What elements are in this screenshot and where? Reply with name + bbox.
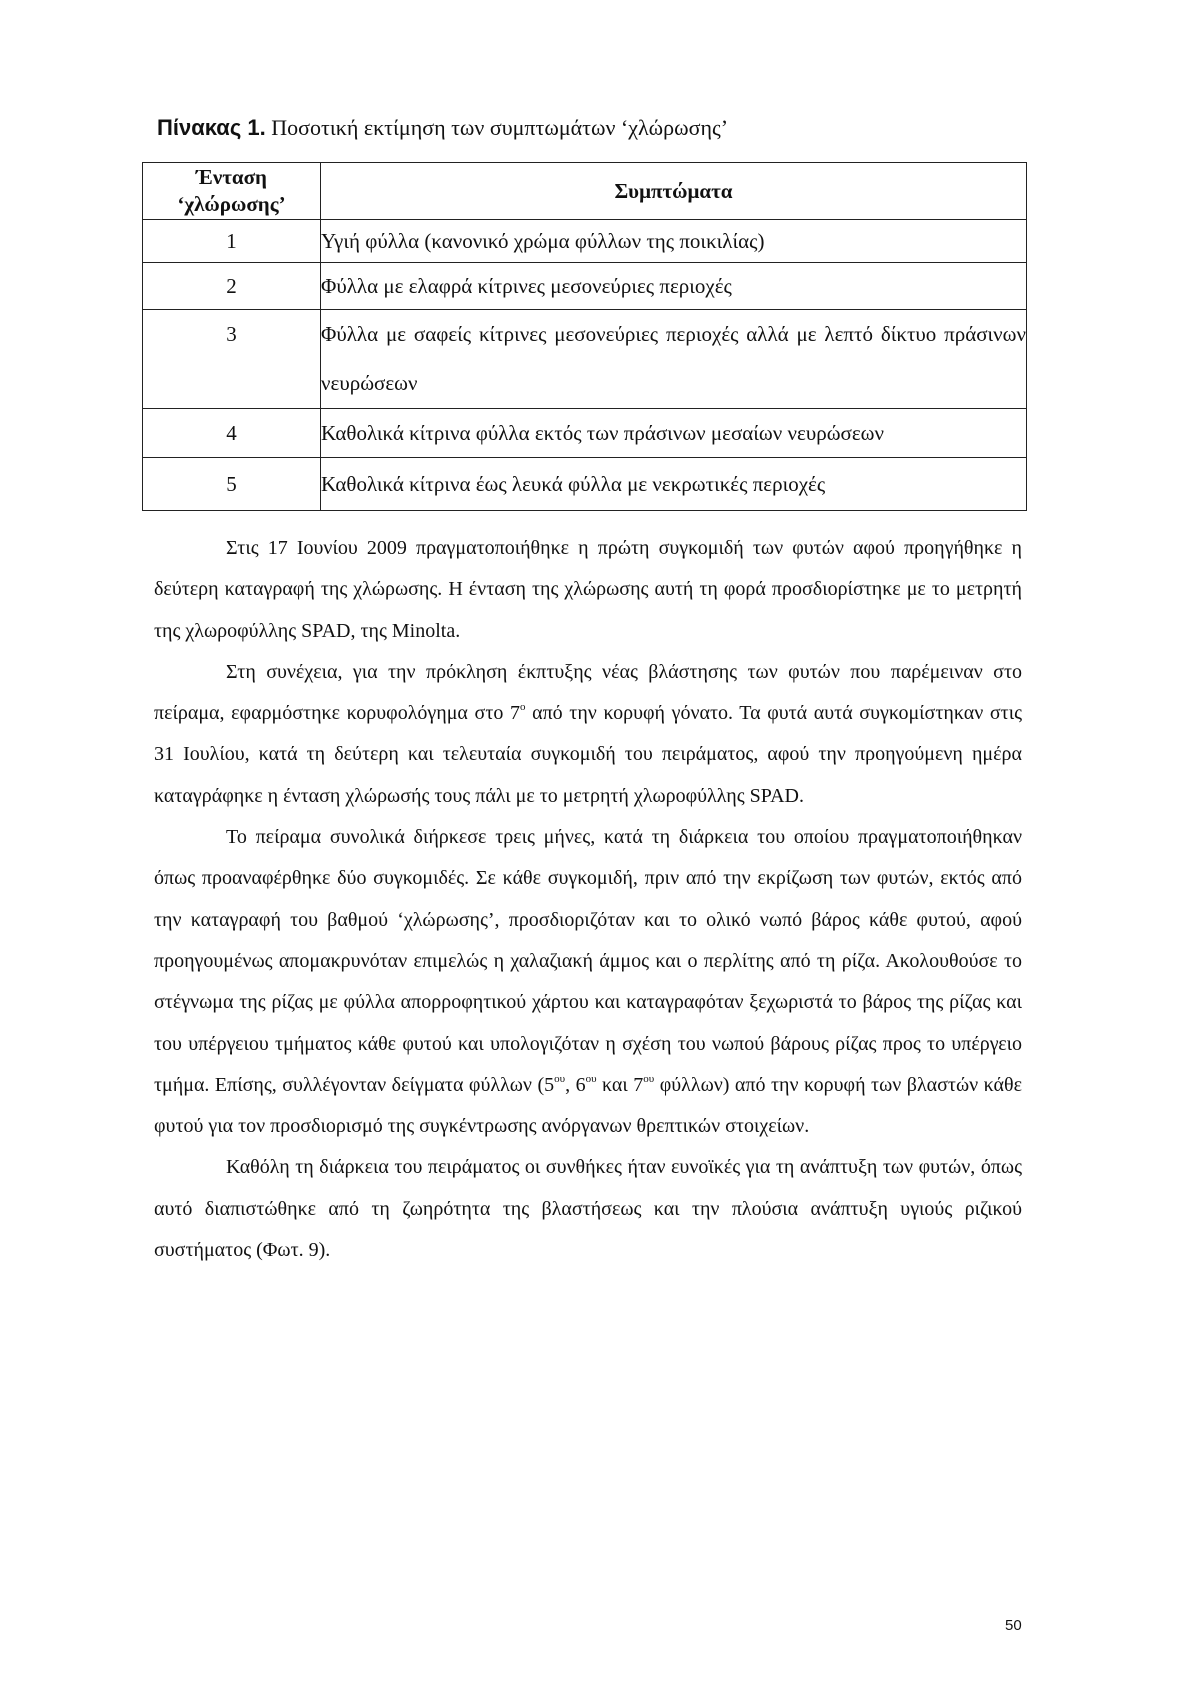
header-intensity	[143, 163, 321, 220]
level-cell: 5	[143, 458, 321, 511]
header-intensity-line1: Ένταση	[196, 165, 267, 189]
paragraph-harvest-one: Στις 17 Ιουνίου 2009 πραγματοποιήθηκε η πρώτη συγκομιδή των φυτών αφού προηγήθηκε η δεύτερη καταγραφή της χλώρωσης. Η ένταση της χλώρωσης αυτή τη φορά προσδιορίστηκε με το μετρητή της χλωροφύλλης SPAD, της Minolta.	[154, 537, 1022, 642]
ordinal-superscript: ου	[643, 1072, 655, 1085]
ordinal-superscript: ο	[519, 701, 526, 714]
paragraph-topping-text-a: Στη συνέχεια, για την πρόκληση έκπτυξης νέας βλάστησης των φυτών που παρέμειναν στο πείραμα, εφαρμόστηκε κορυφολόγημα στο 7	[154, 660, 1022, 725]
symptom-cell: Φύλλα με σαφείς κίτρινες μεσονεύριες περιοχές αλλά με λεπτό δίκτυο πράσινων νευρώσεων	[321, 310, 1027, 409]
body-text	[154, 528, 1022, 1271]
table-row	[143, 310, 1027, 409]
symptom-cell: Καθολικά κίτρινα φύλλα εκτός των πράσινων μεσαίων νευρώσεων	[321, 409, 1027, 458]
table-row	[143, 220, 1027, 263]
table-row	[143, 263, 1027, 310]
ordinal-superscript: ου	[585, 1072, 597, 1085]
chlorosis-symptoms-table	[142, 162, 1027, 511]
header-intensity-line2: ‘χλώρωσης’	[177, 192, 286, 216]
paragraph-conditions: Καθόλη τη διάρκεια του πειράματος οι συνθήκες ήταν ευνοϊκές για τη ανάπτυξη των φυτών, όπως αυτό διαπιστώθηκε από τη ζωηρότητα της βλαστήσεως και την πλούσια ανάπτυξη υγιούς ριζικού συστήματος (Φωτ. 9).	[154, 1156, 1022, 1262]
level-cell: 3	[143, 310, 321, 409]
header-symptoms: Συμπτώματα	[321, 163, 1027, 220]
table-caption-title: Ποσοτική εκτίμηση των συμπτωμάτων ‘χλώρωσης’	[265, 115, 729, 140]
paragraph-measurements-text-c: και 7	[596, 1073, 644, 1096]
level-cell: 4	[143, 409, 321, 458]
symptom-cell: Καθολικά κίτρινα έως λευκά φύλλα με νεκρωτικές περιοχές	[321, 458, 1027, 511]
paragraph-measurements	[154, 817, 1022, 1147]
symptom-cell: Υγιή φύλλα (κανονικό χρώμα φύλλων της ποικιλίας)	[321, 220, 1027, 263]
table-caption-label: Πίνακας 1.	[157, 115, 266, 140]
table-caption	[157, 114, 728, 142]
symptom-cell: Φύλλα με ελαφρά κίτρινες μεσονεύριες περιοχές	[321, 263, 1027, 310]
table-row	[143, 409, 1027, 458]
paragraph-topping-text-b: από την κορυφή γόνατο. Τα φυτά αυτά συγκομίστηκαν στις 31 Ιουλίου, κατά τη δεύτερη και τελευταία συγκομιδή του πειράματος, αφού την προηγούμενη ημέρα καταγράφηκε η ένταση χλώρωσής τους πάλι με το μετρητή χλωροφύλλης SPAD.	[154, 702, 1022, 807]
ordinal-superscript: ου	[554, 1072, 566, 1085]
paragraph-topping	[154, 652, 1022, 817]
table-header-row	[143, 163, 1027, 220]
level-cell: 2	[143, 263, 321, 310]
level-cell: 1	[143, 220, 321, 263]
paragraph-measurements-text-b: , 6	[565, 1073, 586, 1096]
paragraph-measurements-text-a: Το πείραμα συνολικά διήρκεσε τρεις μήνες, κατά τη διάρκεια του οποίου πραγματοποιήθηκαν όπως προαναφέρθηκε δύο συγκομιδές. Σε κάθε συγκομιδή, πριν από την εκρίζωση των φυτών, εκτός από την καταγραφή του βαθμού ‘χλώρωσης’, προσδιοριζόταν και το ολικό νωπό βάρος κάθε φυτού, αφού προηγουμένως απομακρυνόταν επιμελώς η χαλαζιακή άμμος και ο περλίτης από τη ρίζα. Ακολουθούσε το στέγνωμα της ρίζας με φύλλα απορροφητικού χάρτου και καταγραφόταν ξεχωριστά το βάρος της ρίζας και του υπέργειου τμήματος κάθε φυτού και υπολογιζόταν η σχέση του νωπού βάρους ρίζας προς το υπέργειο τμήμα. Επίσης, συλλέγονταν δείγματα φύλλων (5	[154, 826, 1022, 1096]
table-row	[143, 458, 1027, 511]
page-number: 50	[1005, 1617, 1022, 1634]
paragraph-measurements-text-d: φύλλων) από την κορυφή των βλαστών κάθε φυτού για τον προσδιορισμό της συγκέντρωσης ανόργανων θρεπτικών στοιχείων.	[154, 1073, 1023, 1138]
